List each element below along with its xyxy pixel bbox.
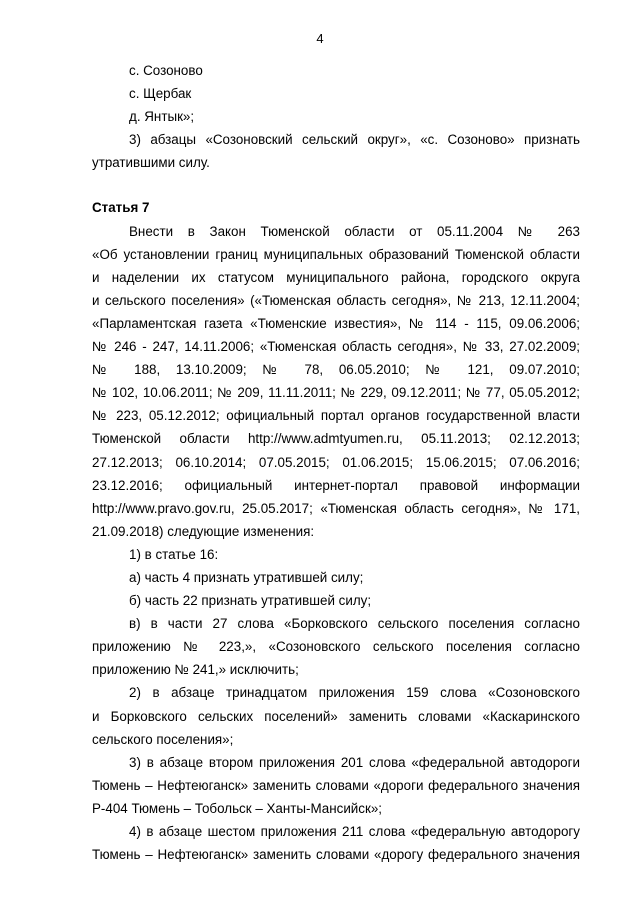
text-line: с. Щербак xyxy=(129,86,192,102)
text-line: 23.12.2016; официальный интернет-портал правовой информации xyxy=(92,477,580,493)
text-line: 4) в абзаце шестом приложения 211 слова «федеральную автодорогу xyxy=(129,824,580,839)
text-line: сельского поселения»; xyxy=(92,731,234,747)
text-line: Тюмень – Нефтеюганск» заменить словами «дорогу федерального значения xyxy=(92,847,580,863)
text-line: в) в части 27 слова «Борковского сельского поселения согласно xyxy=(129,616,580,632)
text-line: 3) в абзаце втором приложения 201 слова «федеральной автодороги xyxy=(129,754,580,770)
text-line: «Об установлении границ муниципальных образований Тюменской области xyxy=(92,246,580,262)
document-body xyxy=(92,59,580,866)
text-line: Тюменской области http://www.admtyumen.ru, 05.11.2013; 02.12.2013; xyxy=(92,431,580,447)
text-line: 27.12.2013; 06.10.2014; 07.05.2015; 01.06.2015; 15.06.2015; 07.06.2016; xyxy=(92,454,580,470)
text-line: 21.09.2018) следующие изменения: xyxy=(92,523,315,539)
text-line: приложению № 241,» исключить; xyxy=(92,662,299,678)
text-line: № 223, 05.12.2012; официальный портал органов государственной власти xyxy=(92,408,580,424)
text-line: с. Созоново xyxy=(129,63,203,78)
text-line: утратившими силу. xyxy=(92,155,210,171)
text-line: 3) абзацы «Созоновский сельский округ», «с. Созоново» признать xyxy=(129,132,580,148)
article-heading: Статья 7 xyxy=(92,200,150,216)
text-line: http://www.pravo.gov.ru, 25.05.2017; «Тюменская область сегодня», № 171, xyxy=(92,500,580,516)
text-line: «Парламентская газета «Тюменские известия», № 114 - 115, 09.06.2006; xyxy=(92,315,580,331)
text-line: № 246 - 247, 14.11.2006; «Тюменская область сегодня», № 33, 27.02.2009; xyxy=(92,339,580,355)
text-line: д. Янтык»; xyxy=(129,109,195,125)
text-line: 1) в статье 16: xyxy=(129,546,219,562)
text-line: а) часть 4 признать утратившей силу; xyxy=(129,569,364,585)
text-line: № 188, 13.10.2009; № 78, 06.05.2010; № 121, 09.07.2010; xyxy=(92,362,580,378)
text-line: Р-404 Тюмень – Тобольск – Ханты-Мансийск»; xyxy=(92,800,382,816)
text-line: 2) в абзаце тринадцатом приложения 159 слова «Созоновского xyxy=(129,685,580,701)
text-line: Тюмень – Нефтеюганск» заменить словами «дороги федерального значения xyxy=(92,777,580,793)
text-line: Внести в Закон Тюменской области от 05.11.2004 № 263 xyxy=(129,223,580,239)
page-number: 4 xyxy=(316,31,324,46)
text-line: и Борковского сельских поселений» заменить словами «Каскаринского xyxy=(92,708,580,724)
text-line: б) часть 22 признать утратившей силу; xyxy=(129,593,372,609)
text-line: № 102, 10.06.2011; № 209, 11.11.2011; № 229, 09.12.2011; № 77, 05.05.2012; xyxy=(92,385,580,401)
text-line: и сельского поселения» («Тюменская область сегодня», № 213, 12.11.2004; xyxy=(92,292,580,308)
paragraph-gap xyxy=(92,174,580,196)
text-line: приложению № 223,», «Созоновского сельского поселения согласно xyxy=(92,639,580,655)
text-line: и наделении их статусом муниципального района, городского округа xyxy=(92,269,580,285)
